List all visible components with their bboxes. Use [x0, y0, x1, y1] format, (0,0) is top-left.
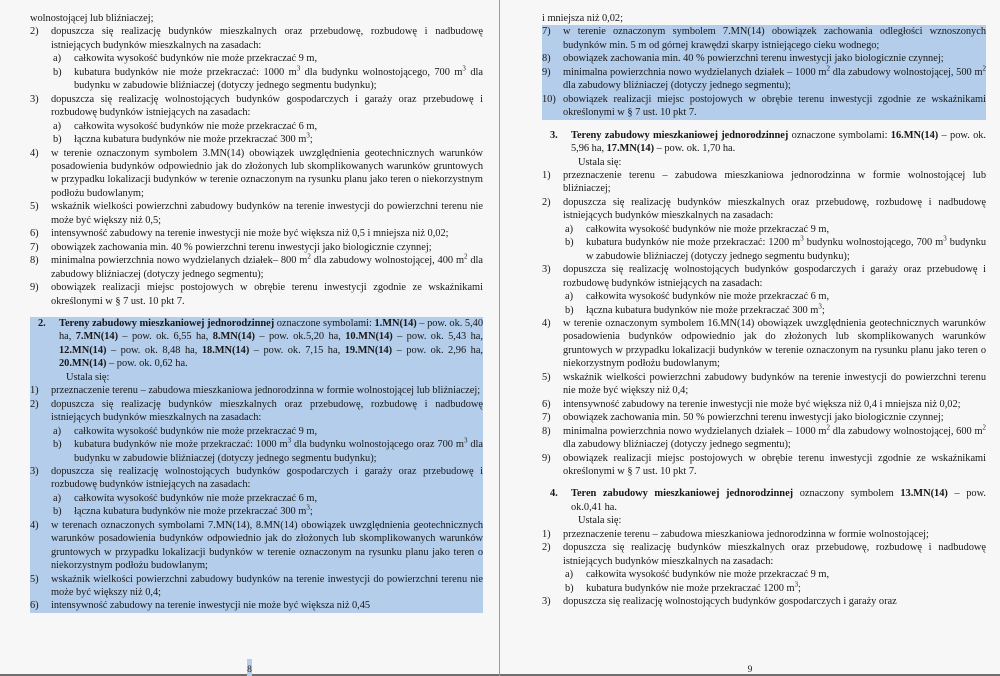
list-item: [542, 236, 986, 263]
list-item: [542, 223, 986, 236]
list-marker: 3): [542, 596, 551, 608]
list-item: [30, 254, 483, 281]
list-item-text: kubatura budynków nie może przekraczać: 1000 $m^3$ dla budynku wolnostojącego, 700 $m^3$ dla budynku w zabudowie bliźniaczej (dotyczy jednego segmentu budynku);: [74, 64, 483, 92]
list-marker: 9): [542, 66, 551, 78]
list-item: [30, 465, 483, 492]
list-item-text: dopuszcza się realizację wolnostojących budynków gospodarczych i garaży oraz: [563, 596, 897, 608]
list-item-text: przeznaczenie terenu – zabudowa mieszkaniowa jednorodzinna w formie wolnostojącej lub bliźniaczej;: [51, 385, 481, 397]
list-marker: a): [53, 53, 62, 65]
list-marker: 4): [30, 519, 39, 531]
list-item: [30, 398, 483, 425]
list-item: [30, 384, 483, 397]
list-item: [30, 438, 483, 465]
list-item: [542, 317, 986, 371]
list-marker: b): [53, 66, 62, 78]
list-item: [30, 573, 483, 600]
list-item-text: obowiązek zachowania min. 40 % powierzchni terenu inwestycji jako biologicznie czynnej;: [563, 53, 944, 65]
list-marker: 2): [30, 26, 39, 38]
list-item-text: dopuszcza się realizację budynków mieszkalnych oraz przebudowę, rozbudowę i nadbudowę istniejących budynków mieszkalnych na zasadach:: [563, 542, 986, 567]
list-marker: a): [565, 291, 574, 303]
list-item-text: intensywność zabudowy na terenie inwestycji nie może być większa niż 0,45: [51, 600, 371, 612]
list-item-text: dopuszcza się realizację wolnostojących budynków gospodarczych i garaży oraz przebudowę i rozbudowę budynków istniejących na zasadach:: [563, 264, 986, 289]
list-item-text: wskaźnik wielkości powierzchni zabudowy budynków na terenie inwestycji do powierzchni terenu nie może być większy niż 0,5;: [51, 201, 483, 226]
list-item: [30, 505, 483, 518]
paragraph-continuation: i mniejsza niż 0,02;: [542, 13, 623, 24]
list-marker: 8): [542, 53, 551, 65]
list-marker: b): [53, 439, 62, 451]
list-item: [542, 398, 986, 411]
list-item-text: w terenie oznaczonym symbolem 7.MN(14) obowiązek zachowania odległości wznoszonych budynków min. 5 m od górnej krawędzi skarpy istniejącego cieku wodnego;: [563, 26, 986, 51]
list-marker: 2): [542, 196, 551, 208]
list-item: [542, 595, 986, 608]
list-item-text: intensywność zabudowy na terenie inwestycji nie może być większa niż 0,4 i mniejsza niż 0,02;: [563, 398, 961, 410]
area-symbol: 16.MN(14): [890, 129, 939, 141]
list-item-text: obowiązek realizacji miejsc postojowych w obrębie terenu inwestycji zgodnie ze wskaźnikami określonymi w § 7 ust. 10 pkt 7.: [563, 452, 986, 477]
spacer: [30, 308, 483, 317]
list-item-text: obowiązek zachowania min. 50 % powierzchni terenu inwestycji jako biologicznie czynnej;: [563, 412, 944, 424]
list-item: [30, 241, 483, 254]
list-item-text: przeznaczenie terenu – zabudowa mieszkaniowa jednorodzinna w formie wolnostojącej lub bliźniaczej;: [563, 169, 986, 195]
list-marker: b): [565, 304, 574, 316]
list-marker: 8): [542, 425, 551, 437]
section-heading: 3. Tereny zabudowy mieszkaniowej jednorodzinnej oznaczone symbolami: 16.MN(14) – pow. ok. 5,96 ha, 17.MN(14) – pow. ok. 1,70 ha.: [550, 129, 987, 155]
section-marker: 2.: [38, 317, 46, 329]
section-title-rest: oznaczone symbolami:: [788, 129, 891, 141]
list-item: [30, 200, 483, 227]
section-title: Teren zabudowy mieszkaniowej jednorodzinnej: [571, 488, 794, 500]
section-title-rest: oznaczone symbolami:: [274, 317, 375, 329]
list-item-text: wskaźnik wielkości powierzchni zabudowy budynków na terenie inwestycji do powierzchni terenu nie może być większy niż 0,4;: [563, 371, 986, 397]
area-symbol: 8.MN(14): [212, 331, 255, 343]
list-item-text: w terenach oznaczonych symbolami 7.MN(14), 8.MN(14) obowiązek uwzględnienia geotechnicznych warunków posadowienia budynków odpowiednio jak do złożonych lub skomplikowanych warunków gruntowych w przypadku lokalizacji budynków w terenie oznaczonym na rysunku planu jako teren o niekorzystnym podłożu budowlanym;: [51, 519, 483, 572]
list-item-text: minimalna powierzchnia nowo wydzielanych działek – 1000 $m^2$ dla zabudowy wolnostojącej, 500 $m^2$ dla zabudowy bliźniaczej (dotyczy jednego segmentu);: [563, 64, 986, 92]
section-title: Tereny zabudowy mieszkaniowej jednorodzinnej: [59, 317, 275, 329]
list-item: [542, 196, 986, 223]
list-marker: 6): [30, 228, 39, 240]
ustala-label: Ustala się:: [578, 156, 622, 168]
list-item-text: intensywność zabudowy na terenie inwestycji nie może być większa niż 0,5 i mniejsza niż 0,02;: [51, 228, 449, 240]
list-item-text: całkowita wysokość budynków nie może przekraczać 9 m,: [586, 569, 830, 581]
list-marker: b): [565, 237, 574, 249]
page-right-body: [500, 0, 1000, 608]
list-item-text: całkowita wysokość budynków nie może przekraczać 9 m,: [74, 425, 318, 437]
list-marker: 3): [542, 264, 551, 276]
area-symbol: 10.MN(14): [345, 331, 393, 343]
list-item-text: dopuszcza się realizację wolnostojących budynków gospodarczych i garaży oraz przebudowę i rozbudowę budynków istniejących na zasadach:: [51, 465, 483, 491]
list-item: [30, 93, 483, 120]
list-item: [542, 371, 986, 398]
list-item: [30, 227, 483, 240]
list-marker: 4): [30, 147, 39, 159]
list-marker: 6): [542, 398, 551, 410]
list-marker: 8): [30, 255, 39, 267]
list-item: [30, 519, 483, 573]
page-footer-right: [500, 652, 1000, 676]
list-item: [30, 66, 483, 93]
list-marker: b): [53, 506, 62, 518]
list-marker: 1): [30, 385, 39, 397]
list-item-text: całkowita wysokość budynków nie może przekraczać 9 m,: [586, 223, 830, 235]
area-symbol: 17.MN(14): [606, 143, 655, 155]
list-item: [30, 120, 483, 133]
list-marker: 9): [30, 282, 39, 294]
list-item: [542, 411, 986, 424]
list-item: [542, 93, 986, 120]
page-number: 8: [247, 659, 252, 676]
list-item: [542, 304, 986, 317]
list-marker: 6): [30, 600, 39, 612]
section-marker: 4.: [550, 488, 558, 500]
list-item-text: całkowita wysokość budynków nie może przekraczać 9 m,: [74, 53, 318, 65]
page-footer-left: [0, 652, 499, 676]
list-item: [542, 452, 986, 479]
list-item: [30, 52, 483, 65]
list-item: [30, 133, 483, 146]
list-item: [542, 25, 986, 52]
list-item: [542, 290, 986, 303]
page-number: 9: [747, 665, 753, 675]
list-item-text: kubatura budynków nie może przekraczać 1200 $m^3$;: [586, 580, 801, 594]
list-marker: 3): [30, 465, 39, 477]
list-item-text: obowiązek realizacji miejsc postojowych w obrębie terenu inwestycji zgodnie ze wskaźnikami określonymi w § 7 ust. 10 pkt 7.: [563, 93, 986, 119]
list-item-text: przeznaczenie terenu – zabudowa mieszkaniowa jednorodzinna w formie wolnostojącej;: [563, 528, 929, 540]
list-marker: 5): [542, 371, 551, 383]
list-item-text: kubatura budynków nie może przekraczać: 1200 $m^3$ budynku wolnostojącego, 700 $m^3$ budynku w zabudowie bliźniaczej (dotyczy jednego segmentu budynku);: [586, 234, 986, 262]
section-marker: 3.: [550, 129, 558, 141]
list-marker: 4): [542, 317, 551, 329]
list-marker: 5): [30, 201, 39, 213]
section-title: Tereny zabudowy mieszkaniowej jednorodzinnej: [571, 129, 789, 141]
list-item-text: dopuszcza się realizację budynków mieszkalnych oraz przebudowę, rozbudowę i nadbudowę istniejących budynków mieszkalnych na zasadach:: [51, 26, 483, 51]
list-item: [30, 425, 483, 438]
list-item-text: łączna kubatura budynków nie może przekraczać 300 $m^3$;: [74, 131, 313, 146]
area-symbol: 1.MN(14): [374, 317, 417, 329]
list-item-text: całkowita wysokość budynków nie może przekraczać 6 m,: [74, 120, 318, 132]
list-marker: 7): [30, 241, 39, 253]
list-item: [542, 66, 986, 93]
list-item: [542, 582, 986, 595]
area-symbol: 19.MN(14): [344, 344, 393, 356]
list-marker: a): [565, 223, 574, 235]
list-item-text: obowiązek realizacji miejsc postojowych w obrębie terenu inwestycji zgodnie ze wskaźnikami określonymi w § 7 ust. 10 pkt 7.: [51, 282, 483, 307]
area-symbol: 20.MN(14): [59, 358, 107, 370]
spacer: [542, 478, 986, 487]
list-item: [542, 425, 986, 452]
list-item-text: dopuszcza się realizację wolnostojących budynków gospodarczych i garaży oraz przebudowę i rozbudowę budynków istniejących na zasadach:: [51, 93, 483, 119]
paragraph-continuation: wolnostojącej lub bliźniaczej;: [30, 13, 154, 24]
list-item-text: kubatura budynków nie może przekraczać: 1000 $m^3$ dla budynku wolnostojącego oraz 700 $m^3$ dla budynku w zabudowie bliźniaczej (dotyczy jednego segmentu budynku);: [74, 436, 483, 464]
list-item-text: wskaźnik wielkości powierzchni zabudowy budynków na terenie inwestycji do powierzchni terenu nie może być większy niż 0,4;: [51, 573, 483, 599]
list-marker: a): [53, 492, 62, 504]
page-right: [500, 0, 1000, 676]
list-item-text: minimalna powierzchnia nowo wydzielanych działek – 1000 $m^2$ dla zabudowy wolnostojącej, 600 $m^2$ dla zabudowy bliźniaczej (dotyczy jednego segmentu);: [563, 423, 986, 451]
ustala-label: Ustala się:: [66, 371, 110, 383]
ustala-label: Ustala się:: [578, 515, 622, 527]
list-marker: 7): [542, 412, 551, 424]
list-marker: 9): [542, 452, 551, 464]
list-marker: b): [53, 134, 62, 146]
list-item-text: całkowita wysokość budynków nie może przekraczać 6 m,: [74, 492, 318, 504]
list-item-text: łączna kubatura budynków nie może przekraczać 300 $m^3$;: [586, 302, 825, 316]
area-symbol: 18.MN(14): [201, 344, 250, 356]
list-marker: 3): [30, 93, 39, 105]
list-marker: a): [565, 569, 574, 581]
list-marker: 2): [542, 542, 551, 554]
list-marker: 1): [542, 528, 551, 540]
list-marker: 10): [542, 93, 556, 105]
list-item-text: w terenie oznaczonym symbolem 16.MN(14) obowiązek uwzględnienia geotechnicznych warunków posadowienia budynków odpowiednio jak do złożonych lub skomplikowanych warunków gruntowych w przypadku lokalizacji budynków w terenie oznaczonym na rysunku planu jako teren o niekorzystnym podłożu budowlanym;: [563, 317, 986, 370]
list-marker: 1): [542, 169, 551, 181]
selected-text-region-continued[interactable]: [542, 25, 986, 119]
section-title-rest: oznaczony symbolem: [793, 488, 901, 500]
spacer: [542, 120, 986, 129]
area-symbol: 12.MN(14): [59, 344, 107, 356]
list-item-text: dopuszcza się realizację budynków mieszkalnych oraz przebudowę, rozbudowę i nadbudowę istniejących budynków mieszkalnych na zasadach:: [51, 398, 483, 424]
list-item: [30, 599, 483, 612]
list-item-text: minimalna powierzchnia nowo wydzielanych działek– 800 $m^2$ dla zabudowy wolnostojącej, 400 $m^2$ dla zabudowy bliźniaczej (dotyczy jednego segmentu);: [51, 252, 484, 280]
list-marker: 2): [30, 398, 39, 410]
list-item: [542, 263, 986, 290]
list-item-text: dopuszcza się realizację budynków mieszkalnych oraz przebudowę, rozbudowę i nadbudowę istniejących budynków mieszkalnych na zasadach:: [563, 196, 986, 222]
section-heading: 4. Teren zabudowy mieszkaniowej jednorodzinnej oznaczony symbolem 13.MN(14) – pow. ok.0,41 ha.: [550, 488, 986, 513]
list-item: [30, 281, 483, 308]
list-item: [30, 25, 483, 52]
list-item-text: łączna kubatura budynków nie może przekraczać 300 $m^3$;: [74, 503, 313, 518]
list-item: [30, 147, 483, 201]
area-symbol: 13.MN(14): [900, 488, 948, 500]
list-marker: a): [53, 425, 62, 437]
list-item: [542, 528, 986, 541]
list-marker: b): [565, 582, 574, 594]
list-marker: 7): [542, 26, 551, 38]
list-item-text: w terenie oznaczonym symbolem 3.MN(14) obowiązek uwzględnienia geotechnicznych warunków posadowienia budynków odpowiednio jak do złożonych lub skomplikowanych warunków gruntowych w przypadku lokalizacji budynków w terenie oznaczonym na rysunku planu jako teren o niekorzystnym podłożu budowlanym;: [51, 147, 483, 199]
list-item-text: całkowita wysokość budynków nie może przekraczać 6 m,: [586, 291, 830, 303]
list-marker: 5): [30, 573, 39, 585]
list-marker: a): [53, 120, 62, 132]
list-item: [30, 492, 483, 505]
list-item: [542, 52, 986, 65]
area-symbol: 7.MN(14): [75, 331, 119, 343]
page-left-body: [0, 0, 499, 613]
list-item-text: obowiązek zachowania min. 40 % powierzchni terenu inwestycji jako biologicznie czynnej;: [51, 241, 432, 253]
list-item: [542, 169, 986, 196]
selected-text-region[interactable]: [30, 317, 483, 613]
list-item: [542, 541, 986, 568]
section-heading: 2. Tereny zabudowy mieszkaniowej jednorodzinnej oznaczone symbolami: 1.MN(14) – pow. ok. 5,40 ha, 7.MN(14) – pow. ok. 6,55 ha, 8.MN(14) – pow. ok.5,20 ha, 10.MN(14) – pow. ok. 5,43 ha, 12.MN(14) – pow. ok. 8,48 ha, 18.MN(14) – pow. ok. 7,15 ha, 19.MN(14) – pow. ok. 2,96 ha, 20.MN(14) – pow. ok. 0,62 ha.: [38, 317, 484, 370]
list-item: [542, 568, 986, 581]
